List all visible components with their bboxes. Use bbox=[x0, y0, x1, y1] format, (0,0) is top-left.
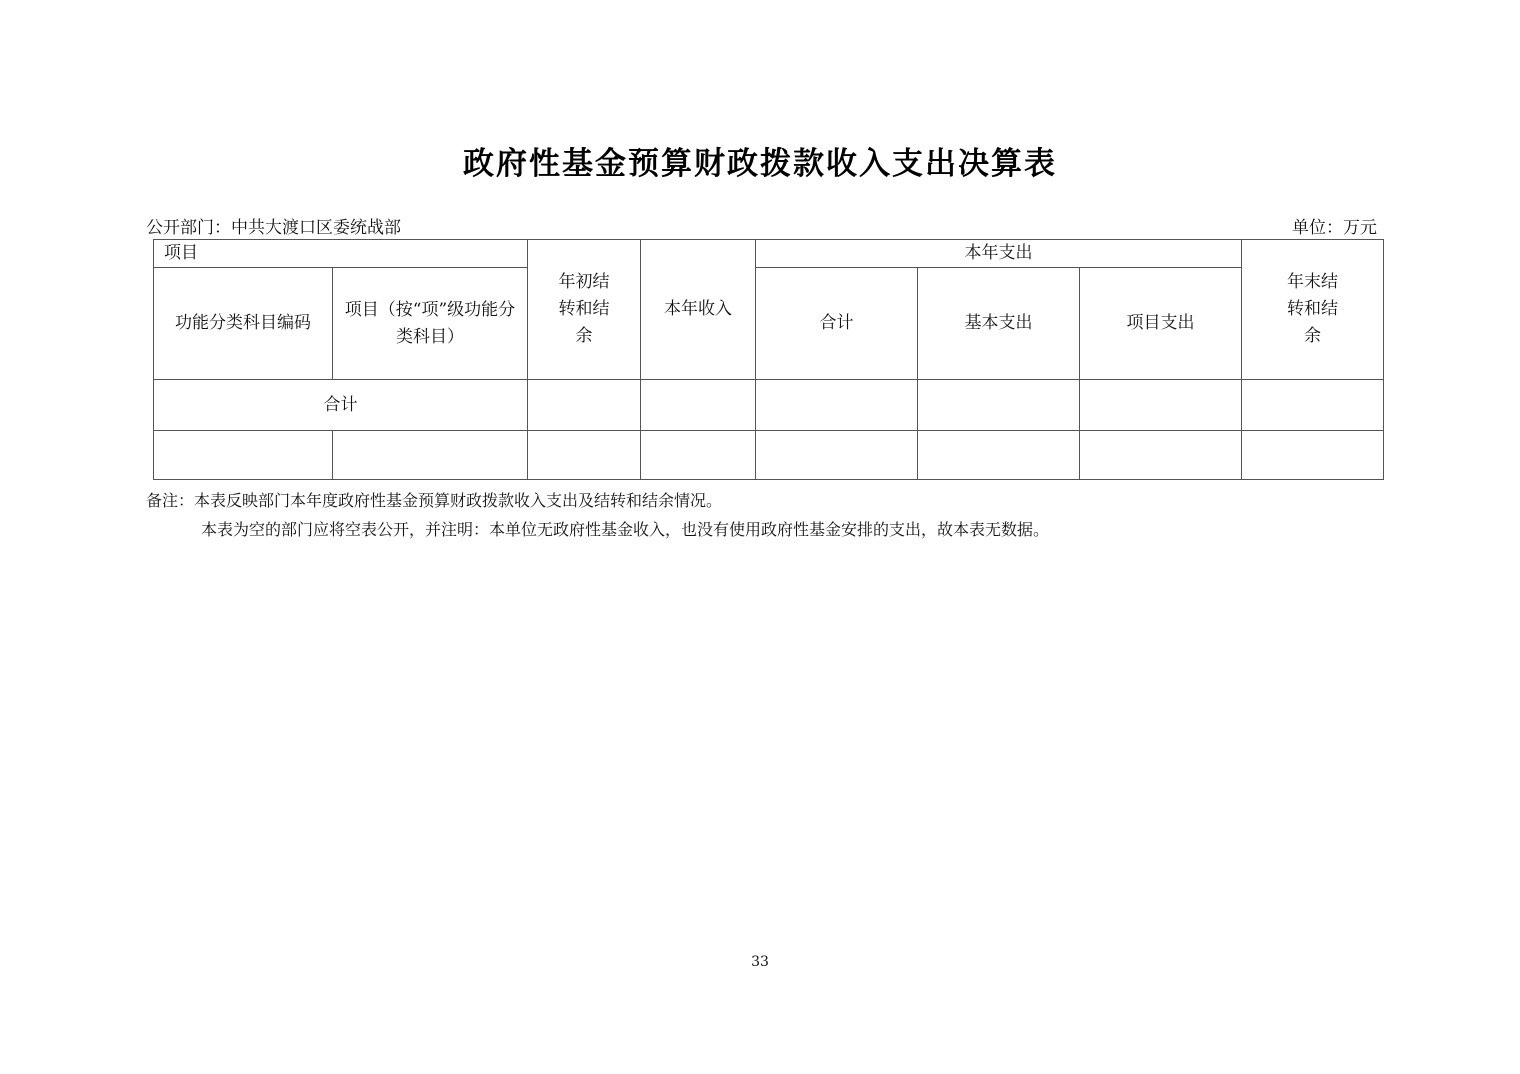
header-current-income: 本年收入 bbox=[641, 240, 756, 380]
header-opening-balance-text: 年初结转和结余 bbox=[558, 272, 610, 346]
table-cell bbox=[918, 380, 1080, 431]
table-cell bbox=[756, 431, 918, 480]
table-row bbox=[154, 431, 1384, 480]
note-line-2: 本表为空的部门应将空表公开，并注明：本单位无政府性基金收入，也没有使用政府性基金安排的支出，故本表无数据。 bbox=[201, 520, 1050, 539]
subheader-basic: 基本支出 bbox=[918, 268, 1080, 380]
table-cell bbox=[154, 431, 333, 480]
header-current-expense: 本年支出 bbox=[756, 240, 1242, 268]
unit-label: 单位：万元 bbox=[1292, 218, 1377, 238]
table-cell bbox=[333, 431, 528, 480]
note-line-1: 备注：本表反映部门本年度政府性基金预算财政拨款收入支出及结转和结余情况。 bbox=[146, 491, 723, 510]
table-cell bbox=[641, 431, 756, 480]
subheader-total: 合计 bbox=[756, 268, 918, 380]
table-cell bbox=[528, 431, 641, 480]
table-cell bbox=[641, 380, 756, 431]
table-cell bbox=[918, 431, 1080, 480]
header-closing-balance-text: 年末结转和结余 bbox=[1287, 272, 1338, 346]
table-row-total bbox=[154, 380, 1384, 431]
subheader-item-name bbox=[333, 268, 528, 380]
budget-table bbox=[153, 239, 1384, 480]
page-number: 33 bbox=[751, 954, 769, 970]
subheader-project: 项目支出 bbox=[1080, 268, 1242, 380]
subheader-item-name-text: 项目（按“项”级功能分类科目） bbox=[344, 299, 516, 347]
header-item: 项目 bbox=[154, 240, 528, 268]
table-cell bbox=[1080, 431, 1242, 480]
header-opening-balance bbox=[528, 240, 641, 380]
table-cell bbox=[756, 380, 918, 431]
table-cell bbox=[1242, 380, 1384, 431]
page-title: 政府性基金预算财政拨款收入支出决算表 bbox=[463, 146, 1057, 182]
table-cell bbox=[1080, 380, 1242, 431]
table-cell bbox=[528, 380, 641, 431]
header-closing-balance bbox=[1242, 240, 1384, 380]
department-label: 公开部门：中共大渡口区委统战部 bbox=[146, 218, 401, 238]
table-header-row bbox=[154, 240, 1384, 268]
table-subheader-row bbox=[154, 268, 1384, 380]
total-row-label: 合计 bbox=[154, 380, 528, 431]
table-cell bbox=[1242, 431, 1384, 480]
subheader-function-code: 功能分类科目编码 bbox=[154, 268, 333, 380]
